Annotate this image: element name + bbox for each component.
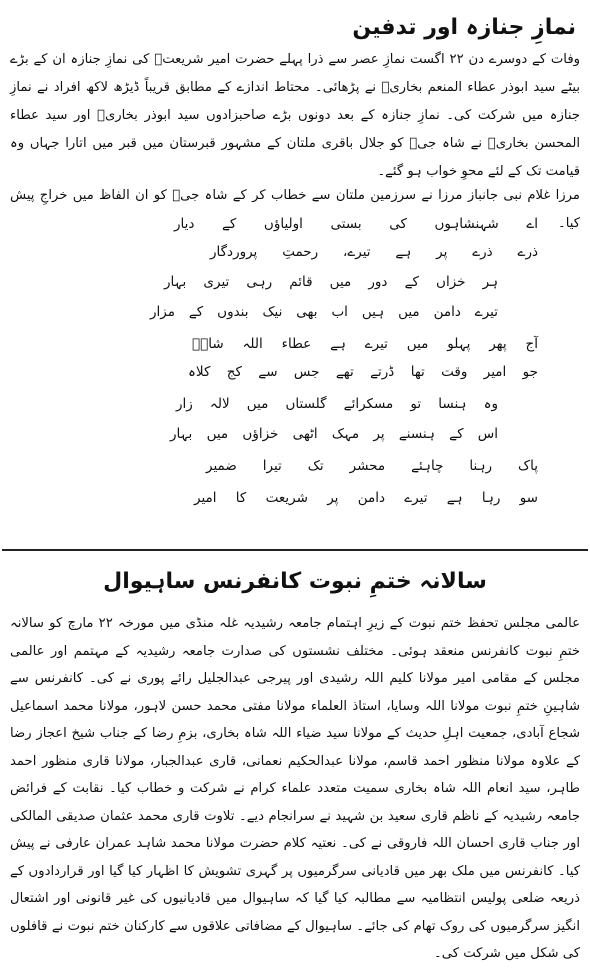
- poem-line: ہر خزاں کے دور میں قائم رہی تیری بہار: [164, 274, 498, 290]
- poem-line: سو رہا ہے تیرے دامن پر شریعت کا امیر: [194, 490, 538, 506]
- section-title-funeral: نمازِ جنازہ اور تدفین: [352, 15, 576, 40]
- section-title-conference: سالانہ ختمِ نبوت کانفرنس ساہیوال: [103, 569, 487, 594]
- conference-paragraph: عالمی مجلس تحفظ ختم نبوت کے زیرِ اہتمام جامعہ رشیدیہ غلہ منڈی میں مورخہ ۲۲ مارچ کو سالانہ ختمِ نبوت کانفرنس منعقد ہوئی۔ مختلف نشستوں کی صدارت جامعہ رشیدیہ کے مہتمم اور عالمی مجلس کے مقامی امیر مولانا کلیم اللہ رشیدی اور پیرجی عبدالجلیل رائے پوری نے کی۔ کانفرنس سے شاہینِ ختمِ نبوت مولانا اللہ وسایا، استاذ العلماء مولانا مفتی محمد حسن لاہور، مولانا محمد اسماعیل شجاع آبادی، جمعیت اہلِ حدیث کے مولانا سید ضیاء اللہ شاہ بخاری، بزمِ رضا کے جناب شیخ اعجاز رضا کے علاوہ مولانا منظور احمد قاسم، مولانا عبدالحکیم نعمانی، قاری عبدالجبار، مولانا قاری منظور احمد طاہر، سید انعام اللہ شاہ بخاری سمیت متعدد علماء کرام نے شرکت و خطاب کیا۔ نقابت کے فرائض جامعہ رشیدیہ کے ناظم قاری سعید بن شہید نے سرانجام دیے۔ تلاوت قاری محمد عثمان صدیقی المالکی اور جناب قاری احسان اللہ فاروقی نے کی۔ نعتیہ کلام حضرت مولانا محمد شاہد عمران عارفی نے پیش کیا۔ کانفرنس میں ملک بھر میں قادیانی سرگرمیوں پر گہری تشویش کا اظہار کیا گیا اور قراردادوں کے ذریعہ ضلعی پولیس انتظامیہ سے مطالبہ کیا گیا کہ ساہیوال میں قادیانیوں کی غیر قانونی اور اشتعال انگیز سرگرمیوں کی روک تھام کی جائے۔ ساہیوال کے مضافاتی علاقوں سے کارکنان ختم نبوت نے قافلوں کی شکل میں شرکت کی۔: [10, 616, 581, 961]
- poem-line: وہ ہنسا تو مسکرائے گلستاں میں لالہ زار: [176, 396, 498, 412]
- funeral-paragraph: وفات کے دوسرے دن ۲۲ اگست نمازِ عصر سے ذرا پہلے حضرت امیر شریعتؒ کی نمازِ جنازہ ان کے بڑے بیٹے سید ابوذر عطاء المنعم بخاریؒ نے پڑھائی۔ محتاط اندازے کے مطابق قریباً ڈیڑھ لاکھ افراد نے نمازِ جنازہ میں شرکت کی۔ نمازِ جنازہ کے بعد دونوں بڑے صاحبزادوں سید ابوذر بخاریؒ اور سید عطاء المحسن بخاریؒ نے شاہ جیؒ کو جلال باقری ملتان کے مشہور قبرستان میں قبر میں اتارا جہاں وہ قیامت تک کے لئے محوِ خواب ہو گئے۔: [10, 52, 580, 179]
- tribute-intro-paragraph: مرزا غلام نبی جانباز مرزا نے سرزمین ملتان سے خطاب کر کے شاہ جیؒ کو ان الفاظ میں خراجِ پیش کیا۔: [10, 188, 580, 231]
- poem-line: جو امیر وقت تھا ڈرتے تھے جس سے کج کلاہ: [188, 364, 538, 380]
- poem-line: پاک رہنا چاہئے محشر تک تیرا ضمیر: [206, 458, 538, 474]
- poem-line: اس کے ہنسنے پر مہک اٹھی خزاؤں میں بہار: [170, 426, 498, 442]
- poem-line: آج پھر پہلو میں تیرے ہے عطاء اللہ شاہؒ: [192, 336, 538, 352]
- section-divider: [2, 549, 588, 551]
- poem-line: ذرے ذرے پر ہے تیرے، رحمتِ پروردگار: [210, 244, 538, 260]
- poem-line: اے شہنشاہوں کی بستی اولیاؤں کے دیار: [174, 216, 538, 232]
- poem-line: تیرے دامن میں ہیں اب بھی نیک بندوں کے مزار: [150, 304, 498, 320]
